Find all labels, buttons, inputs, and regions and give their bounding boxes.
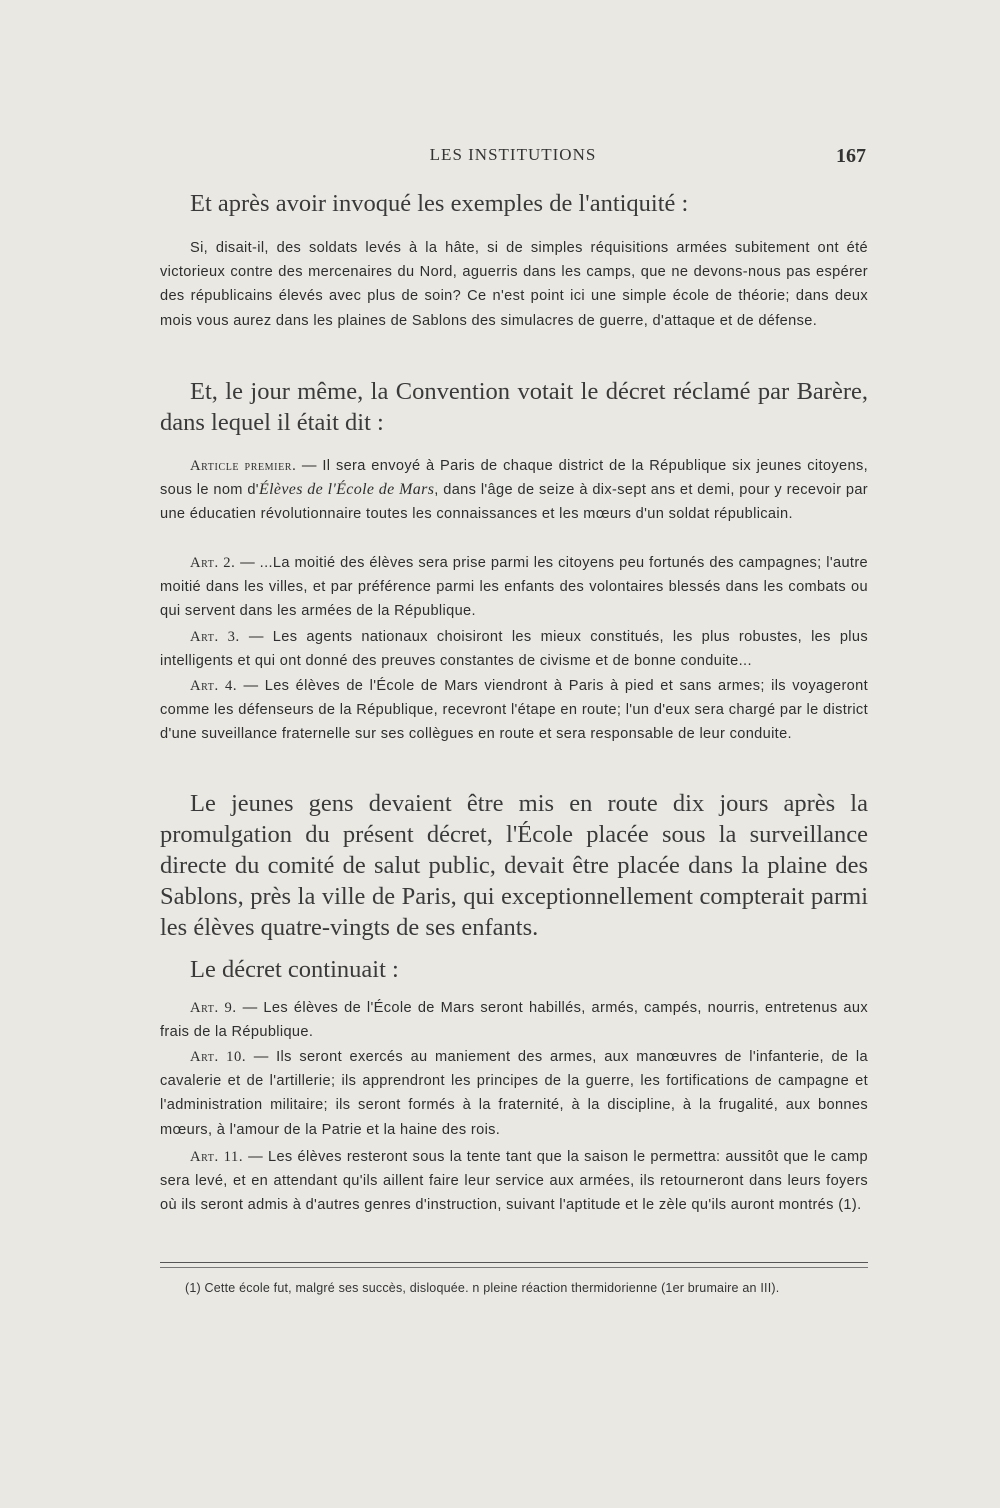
- decree-continued: Le décret continuait :: [190, 956, 399, 983]
- article-text: — Il sera envoyé à Paris de chaque district de la République six jeunes citoyens, sous le nom d': [160, 458, 869, 499]
- article-3: [160, 625, 868, 673]
- article-2: [160, 551, 868, 624]
- running-head: [160, 145, 866, 171]
- article-text: — Les élèves resteront sous la tente tant que la saison le permettra: aussitôt que le camp sera levé, et en attendant qu'ils aillent faire leur service aux armées, ils retourneront dans leurs foyers où ils seront admis à d'autres genres d'instruction, suivant l'aptitude et le zèle qu'ils auront montrés (1).: [160, 1149, 868, 1214]
- article-11: [160, 1145, 868, 1218]
- article-text: — Les élèves de l'École de Mars seront habillés, armés, campés, nourris, entretenus aux frais de la République.: [160, 1000, 868, 1041]
- article-4: [160, 674, 868, 747]
- intro-paragraph: Et après avoir invoqué les exemples de l'antiquité :: [190, 190, 689, 217]
- article-label: Art. 11.: [190, 1149, 244, 1165]
- article-label: Art. 2.: [190, 555, 236, 571]
- article-text: , dans l'âge de seize à dix-sept ans et demi, pour y recevoir par une éducatien révolutionnaire toutes les connaissances et les mœurs d'un soldat républicain.: [160, 482, 868, 523]
- article-text: — Les élèves de l'École de Mars viendront à Paris à pied et sans armes; ils voyageront comme les défenseurs de la République, recevront l'étape en route; l'un d'eux sera chargé par le district d'une suveillance fraternelle sur ses collègues en route et sera responsable de leur conduite.: [160, 678, 868, 743]
- promulgation-paragraph: Le jeunes gens devaient être mis en route dix jours après la promulgation du présent décret, l'École placée sous la surveillance directe du comité de salut public, devait être placée dans la plaine des Sablons, près la ville de Paris, qui exceptionnellement compterait parmi les élèves quatre-vingts de ses enfants.: [160, 790, 868, 941]
- article-label: Art. 4.: [190, 678, 238, 694]
- footnote-rule-secondary: [160, 1267, 868, 1268]
- article-10: [160, 1045, 868, 1142]
- footnote: (1) Cette école fut, malgré ses succès, disloquée. n pleine réaction thermidorienne (1er brumaire an III).: [185, 1281, 780, 1295]
- footnote-rule: [160, 1262, 868, 1263]
- page-number: 167: [836, 145, 866, 167]
- convention-paragraph: Et, le jour même, la Convention votait le décret réclamé par Barère, dans lequel il était dit :: [160, 378, 868, 436]
- article-label: Art. 3.: [190, 629, 240, 645]
- article-9: [160, 996, 868, 1044]
- article-italic: Élèves de l'École de Mars: [258, 481, 435, 499]
- article-text: — Ils seront exercés au maniement des armes, aux manœuvres de l'infanterie, de la cavalerie et de l'artillerie; ils apprendront les principes de la guerre, les fortifications de campagne et l'administration militaire; ils seront formés à la fraternité, à la discipline, à la frugalité, aux bonnes mœurs, à l'amour de la Patrie et la haine des rois.: [160, 1049, 868, 1138]
- article-premier: [160, 454, 868, 527]
- article-text: — Les agents nationaux choisiront les mieux constitués, les plus robustes, les plus intelligents et qui ont donné des preuves constantes de civisme et de bonne conduite...: [160, 629, 868, 670]
- article-label: Art. 9.: [190, 1000, 237, 1016]
- article-label: Art. 10.: [190, 1049, 247, 1065]
- article-label: Article premier.: [190, 458, 297, 474]
- barere-quote: Si, disait-il, des soldats levés à la hâte, si de simples réquisitions armées subitement ont été victorieux contre des mercenaires du Nord, aguerris dans les camps, que ne devons-nous pas espérer des républicains élevés avec plus de soin? Ce n'est point ici une simple école de théorie; dans deux mois vous aurez dans les plaines de Sablons des simulacres de guerre, d'attaque et de défense.: [160, 240, 868, 329]
- running-title: LES INSTITUTIONS: [429, 145, 597, 164]
- article-text: — ...La moitié des élèves sera prise parmi les citoyens peu fortunés des campagnes; l'autre moitié dans les villes, et par préférence parmi les enfants des volontaires blessés dans les combats ou qui servent dans les armées de la République.: [160, 555, 868, 620]
